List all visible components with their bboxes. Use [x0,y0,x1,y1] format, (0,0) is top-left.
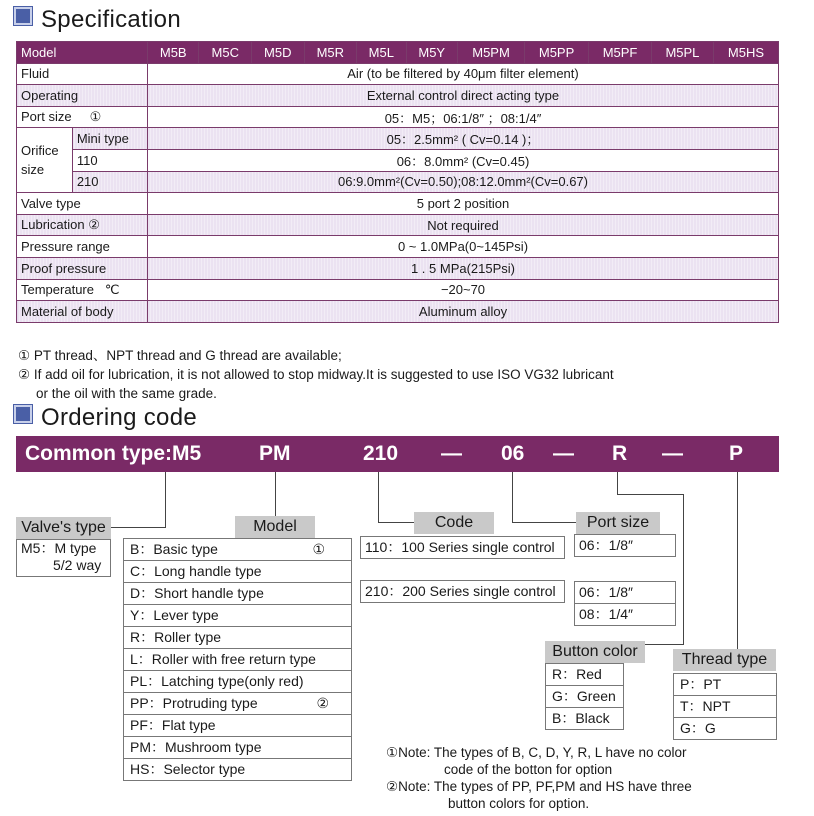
model-list [123,538,352,781]
thread-type-item: G：G [673,717,777,740]
table-row [17,106,779,128]
thread-type-list [673,673,777,740]
order-notes [386,744,692,812]
thread-type-tag: Thread type [673,649,776,671]
banner-dash: — [441,442,462,465]
square-bullet-icon [14,405,32,423]
note-marker: ① [312,541,325,557]
square-bullet-icon [14,7,32,25]
row-label: Proof pressure [17,257,148,279]
row-label: Port size ① [17,106,148,128]
button-color-item: R：Red [545,663,624,686]
valve-type-box [16,539,111,577]
header-m5pm: M5PM [457,42,524,64]
ordering-code-banner [16,436,779,472]
connector-line [683,494,684,644]
note-marker: ① [89,109,102,125]
model-tag: Model [235,516,315,538]
table-row [17,257,779,279]
connector-line [617,494,683,495]
thread-type-item: T：NPT [673,695,777,718]
spec-note: or the oil with the same grade. [36,386,217,401]
header-m5pp: M5PP [525,42,589,64]
code-tag: Code [414,512,494,534]
row-sublabel: Mini type [72,128,147,150]
table-row [17,128,779,150]
model-item: B：Basic type ① [123,538,352,561]
row-value: Aluminum alloy [148,301,779,323]
note-marker: ② [316,695,329,711]
spec-note: ① PT thread、NPT thread and G thread are available; [18,348,342,363]
ordering-code-title: Ordering code [14,404,197,432]
banner-dash: — [662,442,683,465]
button-color-list [545,663,624,730]
table-row [17,301,779,323]
code-110-box: 110：100 Series single control [360,536,565,559]
valve-type-tag: Valve's type [16,517,111,539]
specification-title: Specification [14,6,181,34]
order-note: button colors for option. [448,796,590,811]
port-size-110: 06：1/8″ [574,534,676,557]
model-item: PM：Mushroom type [123,736,352,759]
model-item: PF：Flat type [123,714,352,737]
port-size-210-b: 08：1/4″ [574,603,676,626]
model-item: Y：Lever type [123,604,352,627]
header-m5l: M5L [357,42,406,64]
connector-line [645,644,684,645]
button-color-tag: Button color [545,641,645,663]
specification-table [16,41,779,323]
table-row [17,149,779,171]
row-value: External control direct acting type [148,85,779,107]
row-value: 06:9.0mm²(Cv=0.50);08:12.0mm²(Cv=0.67) [148,171,779,193]
table-row [17,236,779,258]
table-row [17,63,779,85]
row-value: 05：2.5mm² ( Cv=0.14 )； [148,128,779,150]
banner-dash: — [553,442,574,465]
connector-line [512,522,576,523]
row-sublabel: 210 [72,171,147,193]
row-value: 06：8.0mm² (Cv=0.45) [148,149,779,171]
table-row [17,193,779,215]
connector-line [378,472,379,522]
header-m5c: M5C [199,42,252,64]
banner-port: 06 [501,442,525,465]
valve-type-line: M5：M type [21,540,97,556]
row-label: Pressure range [17,236,148,258]
banner-code: 210 [363,442,399,465]
code-210-box: 210：200 Series single control [360,580,565,603]
row-value: Air (to be filtered by 40μm filter element) [148,63,779,85]
banner-color: R [612,442,628,465]
model-item: D：Short handle type [123,582,352,605]
row-label: Operating [17,85,148,107]
row-label: Valve type [17,193,148,215]
model-item: R：Roller type [123,626,352,649]
table-row [17,214,779,236]
connector-line [111,527,166,528]
order-note: code of the botton for option [444,762,613,777]
row-label: Temperature ℃ [17,279,148,301]
header-m5pl: M5PL [651,42,713,64]
header-m5y: M5Y [406,42,457,64]
table-row [17,279,779,301]
connector-line [737,472,738,650]
row-value: 1 . 5 MPa(215Psi) [148,257,779,279]
header-m5r: M5R [304,42,357,64]
header-m5b: M5B [148,42,199,64]
table-header-row [17,42,779,64]
table-row [17,85,779,107]
row-label: Lubrication ② [17,214,148,236]
model-item: PP：Protruding type ② [123,692,352,715]
header-m5pf: M5PF [589,42,652,64]
row-value: 0 ~ 1.0MPa(0~145Psi) [148,236,779,258]
row-label: Material of body [17,301,148,323]
connector-line [378,522,414,523]
model-item: C：Long handle type [123,560,352,583]
header-model: Model [17,42,148,64]
spec-note: ② If add oil for lubrication, it is not allowed to stop midway.It is suggested to use ISO VG32 lubricant [18,367,614,382]
row-label: Fluid [17,63,148,85]
port-size-tag: Port size [576,512,660,534]
model-item: PL：Latching type(only red) [123,670,352,693]
row-value: −20~70 [148,279,779,301]
thread-type-item: P：PT [673,673,777,696]
banner-model: PM [259,442,291,465]
model-item: L：Roller with free return type [123,648,352,671]
header-m5d: M5D [252,42,305,64]
connector-line [275,472,276,516]
note-marker: ② [88,217,100,233]
connector-line [617,472,618,494]
model-item: HS：Selector type [123,758,352,781]
order-note: ②Note: The types of PP, PF,PM and HS have three [386,779,692,794]
banner-thread: P [729,442,744,465]
connector-line [165,472,166,527]
connector-line [512,472,513,522]
row-label: Orifice size [17,128,73,193]
valve-type-line: 5/2 way [53,557,102,573]
spec-notes [18,346,614,403]
header-m5hs: M5HS [713,42,778,64]
table-row [17,171,779,193]
button-color-item: B：Black [545,707,624,730]
banner-prefix: Common type:M5 [25,442,202,465]
button-color-item: G：Green [545,685,624,708]
row-value: 05：M5；06:1/8″ ；08:1/4″ [148,106,779,128]
row-value: Not required [148,214,779,236]
port-size-210-a: 06：1/8″ [574,581,676,604]
row-value: 5 port 2 position [148,193,779,215]
order-note: ①Note: The types of B, C, D, Y, R, L have no color [386,745,687,760]
row-sublabel: 110 [72,149,147,171]
